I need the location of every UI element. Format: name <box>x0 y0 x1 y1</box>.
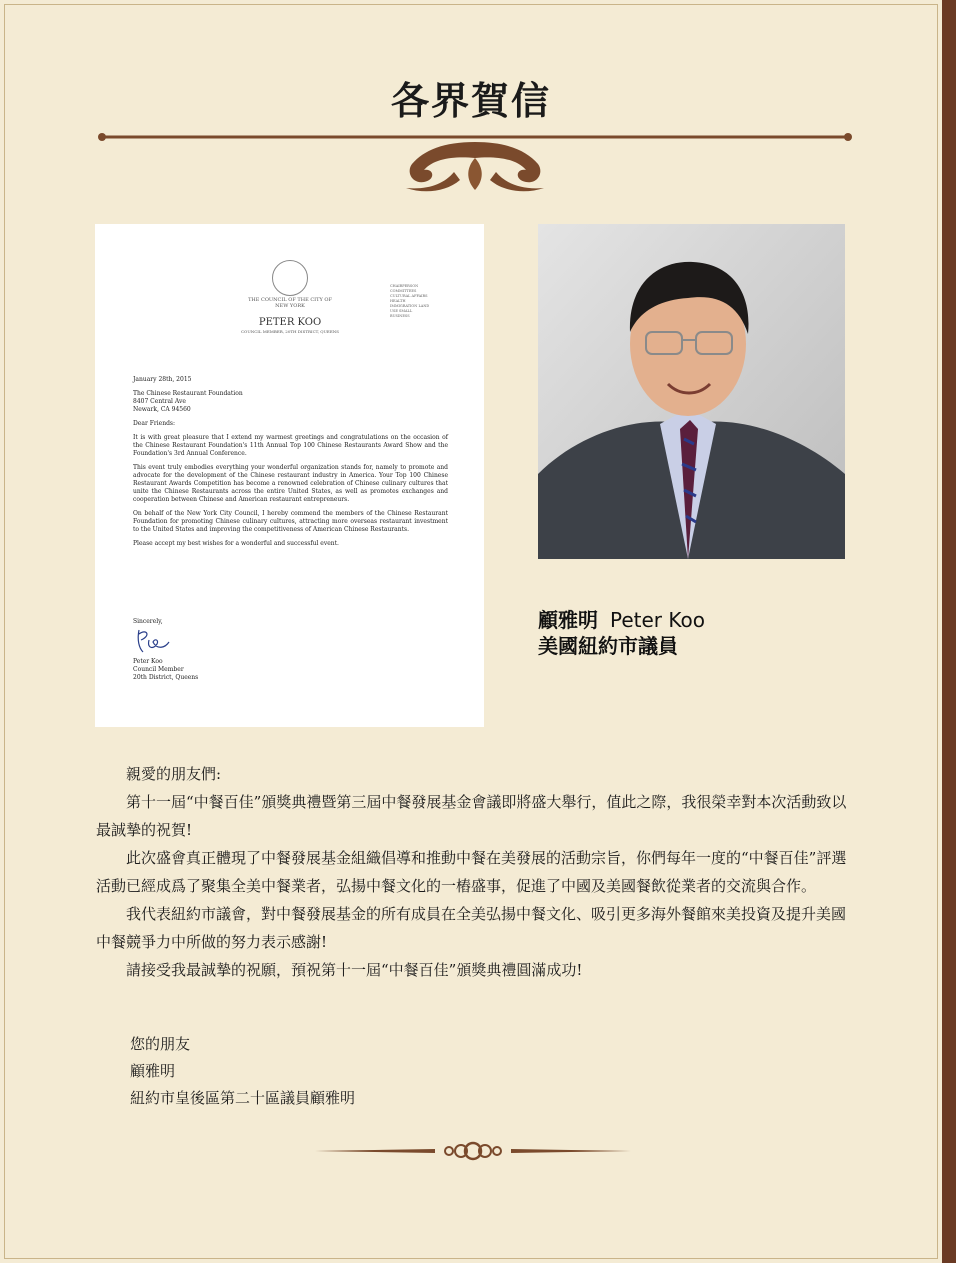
chinese-paragraph: 此次盛會真正體現了中餐發展基金組織倡導和推動中餐在美發展的活動宗旨，你們每年一度的“中餐百佳”評選活動已經成爲了聚集全美中餐業者，弘揚中餐文化的一樁盛事，促進了中國及美國餐飲從業者的交流與合作。 <box>96 849 847 895</box>
letter-date: January 28th, 2015 <box>133 376 192 383</box>
signoff-line: 紐約市皇後區第二十區議員顧雅明 <box>130 1089 356 1107</box>
caption-name-en: Peter Koo <box>610 608 705 632</box>
chinese-letter <box>96 760 858 984</box>
caption-name-line <box>538 607 705 633</box>
letter-salutation: Dear Friends: <box>133 420 176 427</box>
signer-name: Peter Koo <box>133 658 163 665</box>
letterhead-committees: CHAIRPERSON COMMITTEES CULTURAL AFFAIRS HEALTH IMMIGRATION LAND USE SMALL BUSINESS <box>390 284 430 318</box>
portrait-photo <box>538 224 845 559</box>
letter-closing <box>133 658 198 682</box>
signoff-line: 顧雅明 <box>130 1062 176 1080</box>
chinese-paragraph: 第十一屆“中餐百佳”頒獎典禮暨第三屆中餐發展基金會議即將盛大舉行，值此之際，我很榮幸對本次活動致以最誠摯的祝賀! <box>96 793 847 839</box>
letter-address-2: 8407 Central Ave <box>133 398 186 405</box>
letter-address-3: Newark, CA 94560 <box>133 406 191 413</box>
bottom-ornament-divider <box>315 1140 631 1162</box>
chinese-paragraph: 請接受我最誠摯的祝願，預祝第十一屆“中餐百佳”頒獎典禮圓滿成功! <box>126 961 583 979</box>
caption-role: 美國紐約市議員 <box>538 634 678 658</box>
letter-paragraph: It is with great pleasure that I extend my warmest greetings and congratulations on the occasion of the Chinese Restaurant Foundation's 11th Annual Top 100 Chinese Restaurants Award Show and the Foundation's 3rd Annual Conference. <box>133 434 448 457</box>
letterhead-council: THE COUNCIL OF THE CITY OF NEW YORK <box>248 297 332 309</box>
chinese-signoff <box>130 1031 355 1112</box>
top-ornament-divider <box>94 128 856 198</box>
letterhead-name: PETER KOO <box>258 317 322 328</box>
letter-paragraph: Please accept my best wishes for a wonderful and successful event. <box>133 540 339 547</box>
signer-district: 20th District, Queens <box>133 674 199 681</box>
chinese-greeting: 親愛的朋友們: <box>126 765 222 783</box>
letter-sincerely: Sincerely, <box>133 618 163 625</box>
signoff-line: 您的朋友 <box>130 1035 191 1053</box>
caption-name-cn: 顧雅明 <box>538 608 598 632</box>
chinese-paragraph: 我代表紐約市議會，對中餐發展基金的所有成員在全美弘揚中餐文化、吸引更多海外餐館來美投資及提升美國中餐競爭力中所做的努力表示感謝! <box>96 905 847 951</box>
letter-address-1: The Chinese Restaurant Foundation <box>133 390 243 397</box>
page-title: 各界賀信 <box>390 79 551 123</box>
portrait-illustration <box>538 224 845 559</box>
letterhead-district: COUNCIL MEMBER, 20TH DISTRICT, QUEENS <box>240 329 340 334</box>
handwritten-signature <box>135 626 171 654</box>
city-seal-icon <box>272 260 308 296</box>
portrait-caption <box>538 607 705 659</box>
letter-paragraph: On behalf of the New York City Council, I hereby commend the members of the Chinese Restaurant Foundation for promoting Chinese culinary cultures, attracting more overseas restaurant investment to the United States and improving the competitiveness of American Chinese Restaurants. <box>133 510 448 533</box>
letter-paragraph: This event truly embodies everything your wonderful organization stands for, namely to promote and advocate for the development of the Chinese restaurant industry in America. Your Top 100 Chinese Restaurant Awards Competition has become a renowned celebration of Chinese culinary cultures that unite the Chinese Restaurants across the entire United States, as well as promotes exchanges and cooperation between Chinese and American restaurant entrepreneurs. <box>133 464 448 503</box>
letter-body <box>133 376 448 554</box>
council-letter <box>95 224 484 727</box>
signer-title: Council Member <box>133 666 184 673</box>
